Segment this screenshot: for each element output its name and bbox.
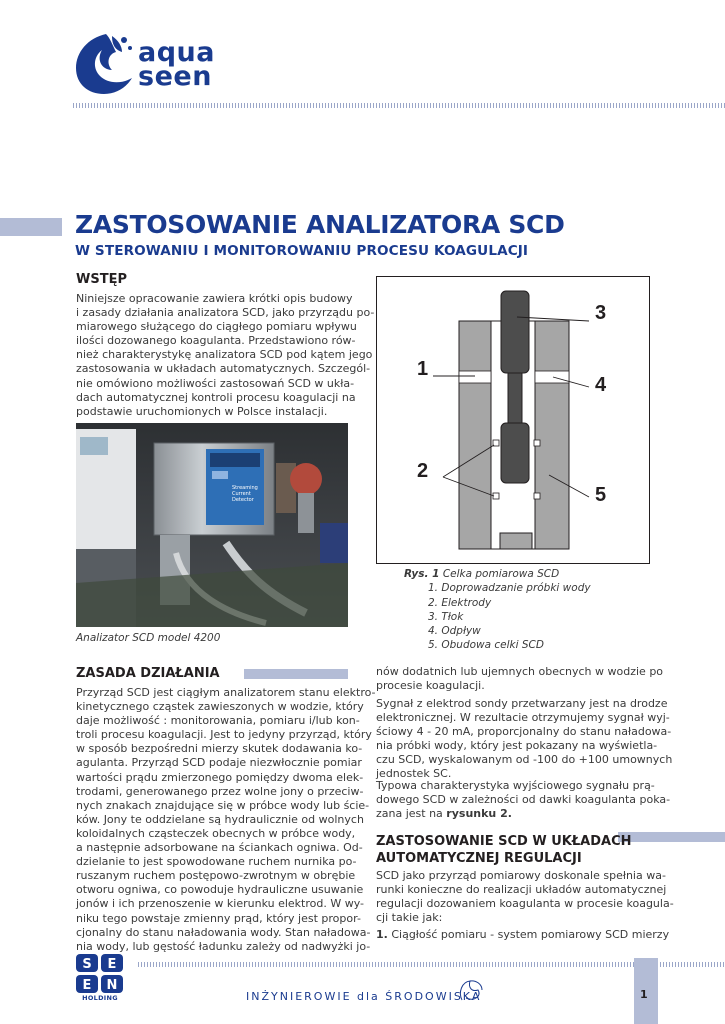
page-title: ZASTOSOWANIE ANALIZATORA SCD [75,210,565,239]
figure-item: 2. Elektrody [428,596,492,609]
text-line: dzielanie to jest spowodowane ruchem nurnika po- [76,855,357,869]
right-paragraph-2 [376,697,673,782]
brand-line-2: seen [138,61,212,92]
text-line: Przyrząd SCD jest ciągłym analizatorem stanu elektro- [76,686,376,699]
photo-caption: Analizator SCD model 4200 [76,632,221,644]
callout-4: 4 [595,374,607,396]
text-line: ruszanym ruchem postępowo-zwrotnym w obrębie [76,869,356,883]
svg-text:Detector: Detector [232,497,254,503]
list-item-1: 1. Ciągłość pomiaru - system pomiarowy SCD mierzy [376,928,670,941]
text-line: koloidalnych cząsteczek obecnych w próbce wody, [76,826,356,840]
callout-1: 1 [417,358,429,380]
svg-text:E: E [82,978,92,993]
text-line: jednostek SC. [376,767,452,781]
leaf-icon [456,978,486,1008]
text-line: ków. Jony te oddzielane są hydraulicznie od wolnych [76,812,364,826]
text-line: otworu ogniwa, co powoduje hydrauliczne usuwanie [76,883,364,897]
figure-item: 3. Tłok [428,610,464,623]
text-line: jonów i ich przenoszenie w kierunku elektrod. W wy- [76,897,364,911]
text-line: nia próbki wody, który jest pokazany na wyświetla- [376,739,658,753]
figure-item: 1. Doprowadzanie próbki wody [428,582,591,595]
footer-tagline: INŻYNIEROWIE dla ŚRODOWISKA [246,990,482,1003]
text-line: runki konieczne do realizacji układów automatycznej [376,883,667,897]
title-accent-bar [0,218,62,236]
page-number: 1 [640,988,648,1001]
right-paragraph-1 [376,665,664,693]
text-line: w sposób bezpośredni mierzy skutek dodawania ko- [76,742,363,756]
text-line: i zasady działania analizatora SCD, jako przyrządu po- [76,306,375,320]
figure-item: 4. Odpływ [428,625,481,638]
text-line: zastosowania w układach automatycznych. Szczegól- [76,362,371,376]
callout-3: 3 [595,302,607,324]
text-line: cji takie jak: [376,911,443,925]
callout-5: 5 [595,484,607,506]
text-line: miarowego służącego do ciągłego pomiaru wpływu [76,320,357,334]
figure-item: 5. Obudowa celki SCD [428,639,544,652]
text-line: niku tego powstaje zmienny prąd, który jest propor- [76,911,361,925]
zasada-heading: ZASADA DZIAŁANIA [76,666,220,681]
text-line: wartości prądu zmierzonego pomiędzy dwoma elek- [76,770,364,784]
right-paragraph-3-last: zana jest na rysunku 2. [376,807,512,820]
text-line: dach automatycznej kontroli procesu koagulacji na [76,390,356,404]
automation-heading-2: AUTOMATYCZNEJ REGULACJI [376,851,582,866]
text-line: podstawie uruchomionych w Polsce instalacji. [76,404,328,418]
text-line: troli procesu koagulacji. Jest to jedyny przyrząd, który [76,728,372,742]
intro-paragraph [76,292,375,419]
section-accent-bar [618,832,725,842]
text-line: daje możliwość : monitorowania, pomiaru i/lub kon- [76,714,360,728]
text-line: nie omówiono możliwości zastosowań SCD w ukła- [76,376,355,390]
aqua-seen-logo [72,30,242,100]
svg-text:N: N [106,978,118,993]
text-line: SCD jako przyrząd pomiarowy doskonale spełnia wa- [376,869,666,882]
text-line: nych znakach znajdujące się w próbce wody lub ście- [76,798,370,812]
svg-text:E: E [107,957,117,972]
text-line: kinetycznego cząstek zawieszonych w wodzie, który [76,700,364,714]
text-line: ściowy 4 - 20 mA, proporcjonalny do stanu naładowa- [376,725,672,739]
text-line: Sygnał z elektrod sondy przetwarzany jest na drodze [376,697,668,710]
text-line: czu SCD, wyskalowanym od -100 do +100 umownych [376,753,673,767]
text-line: a następnie adsorbowane na ściankach ogniwa. Od- [76,841,363,855]
text-line: agulanta. Przyrząd SCD podaje niezwłocznie pomiar [76,756,362,770]
wave-drop-icon [72,30,142,100]
text-line: regulacji dozowaniem koagulanta w procesie koagula- [376,897,674,911]
automation-heading-1: ZASTOSOWANIE SCD W UKŁADACH [376,834,632,849]
text-line: nież charakterystykę analizatora SCD pod kątem jego [76,348,373,362]
text-line: nia wody, lub gęstość ładunku zależy od nadwyżki jo- [76,939,371,953]
holding-label: HOLDING [82,994,118,1002]
intro-heading: WSTĘP [76,272,127,287]
analyzer-photo [76,423,348,627]
right-paragraph-3 [376,779,671,807]
svg-text:S: S [82,957,92,972]
text-line: nów dodatnich lub ujemnych obecnych w wodzie po [376,665,664,678]
text-line: cjonalny do stanu naładowania wody. Stan naładowa- [76,925,371,939]
svg-text:Current: Current [232,491,251,497]
brand-line-1: aqua [138,37,215,68]
text-line: procesie koagulacji. [376,679,485,693]
text-line: Niniejsze opracowanie zawiera krótki opis budowy [76,292,353,305]
text-line: elektronicznej. W rezultacie otrzymujemy sygnał wyj- [376,711,670,725]
scd-cell-diagram [376,276,650,564]
figure-caption-title: Celka pomiarowa SCD [442,568,560,580]
callout-2: 2 [417,460,429,482]
right-paragraph-4 [376,869,674,925]
text-line: trodami, generowanego przez wolne jony o przeciw- [76,784,364,798]
text-line: Typowa charakterystyka wyjściowego sygnału prą- [376,779,655,792]
svg-text:Streaming: Streaming [232,485,258,491]
page-subtitle: W STEROWANIU I MONITOROWANIU PROCESU KOAGULACJI [75,243,529,259]
text-line: ilości dozowanego koagulanta. Przedstawiono rów- [76,334,356,348]
zasada-paragraph [76,686,376,954]
section-accent-bar [244,669,348,679]
figure-caption [404,567,591,653]
figure-reference: rysunku 2. [446,807,512,820]
header-rule [73,103,725,108]
figure-caption-prefix: Rys. 1 [404,568,440,580]
text-line: dowego SCD w zależności od dawki koagulanta poka- [376,793,671,807]
